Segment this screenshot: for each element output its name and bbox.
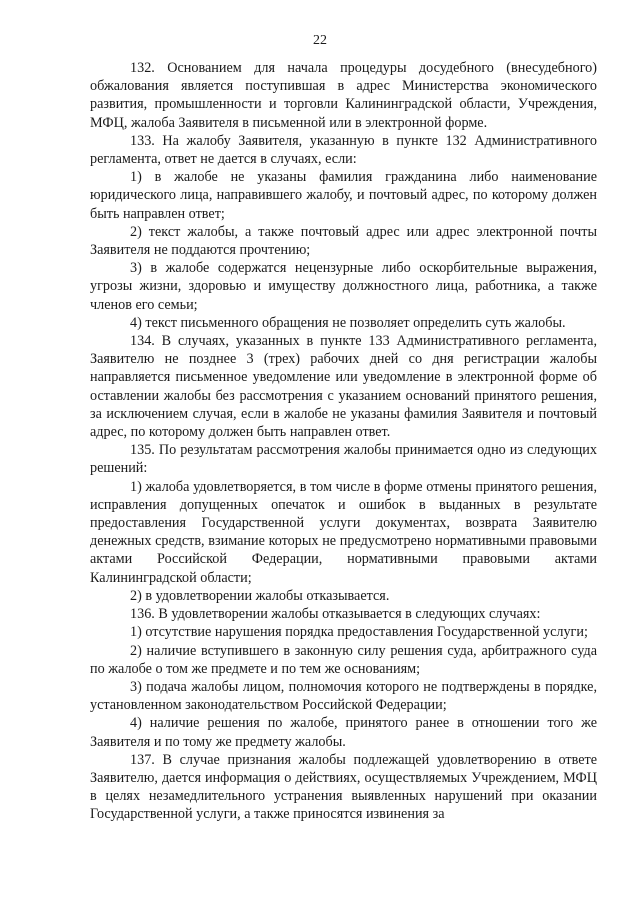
- paragraph-135-item-2: 2) в удовлетворении жалобы отказывается.: [130, 587, 390, 604]
- paragraph-134: 134. В случаях, указанных в пункте 133 Административного регламента, Заявителю не позднее 3 (трех) рабочих дней со дня регистрации жалобы направляется письменное уведомление или уведомление в электронной форме об оставлении жалобы без рассмотрения с указанием оснований принятого решения, за исключением случая, если в жалобе не указаны фамилия Заявителя и почтовый адрес, по которому должен быть направлен ответ.: [90, 333, 597, 441]
- paragraph-136-item-3: 3) подача жалобы лицом, полномочия которого не подтверждены в порядке, установленном законодательством Российской Федерации;: [90, 678, 597, 714]
- paragraph-136-item-2: 2) наличие вступившего в законную силу решения суда, арбитражного суда по жалобе о том же предмете и по тем же основаниям;: [90, 642, 597, 677]
- document-body: [90, 59, 597, 824]
- page-number: 22: [313, 33, 327, 48]
- paragraph-136-item-4: 4) наличие решения по жалобе, принятого ранее в отношении того же Заявителя и по тому же предмету жалобы.: [90, 715, 597, 750]
- paragraph-135-item-1: 1) жалоба удовлетворяется, в том числе в форме отмены принятого решения, исправления допущенных опечаток и ошибок в выданных в результате предоставления Государственной услуги документах, возврата Заявителю денежных средств, взимание которых не предусмотрено нормативными правовыми актами Российской Федерации, нормативными правовыми актами Калининградской области;: [90, 478, 597, 586]
- paragraph-132: 132. Основанием для начала процедуры досудебного (внесудебного) обжалования является поступившая в адрес Министерства экономического развития, промышленности и торговли Калининградской области, Учреждения, МФЦ, жалоба Заявителя в письменной или в электронной форме.: [90, 60, 597, 131]
- paragraph-133-item-3: 3) в жалобе содержатся нецензурные либо оскорбительные выражения, угрозы жизни, здоровью и имуществу должностного лица, работника, а также членов его семьи;: [90, 260, 597, 313]
- paragraph-133-item-4: 4) текст письменного обращения не позволяет определить суть жалобы.: [130, 314, 566, 331]
- paragraph-133-item-2: 2) текст жалобы, а также почтовый адрес или адрес электронной почты Заявителя не поддаются прочтению;: [90, 223, 597, 259]
- paragraph-133: 133. На жалобу Заявителя, указанную в пункте 132 Административного регламента, ответ не дается в случаях, если:: [90, 132, 597, 168]
- paragraph-136-item-1: 1) отсутствие нарушения порядка предоставления Государственной услуги;: [130, 624, 588, 641]
- paragraph-135: 135. По результатам рассмотрения жалобы принимается одно из следующих решений:: [90, 442, 597, 477]
- paragraph-136: 136. В удовлетворении жалобы отказывается в следующих случаях:: [130, 606, 541, 623]
- paragraph-133-item-1: 1) в жалобе не указаны фамилия гражданина либо наименование юридического лица, направившего жалобу, и почтовый адрес, по которому должен быть направлен ответ;: [90, 169, 597, 222]
- paragraph-137: 137. В случае признания жалобы подлежащей удовлетворению в ответе Заявителю, дается информация о действиях, осуществляемых Учреждением, МФЦ в целях незамедлительного устранения выявленных нарушений при оказании Государственной услуги, а также приносятся извинения за: [90, 751, 597, 823]
